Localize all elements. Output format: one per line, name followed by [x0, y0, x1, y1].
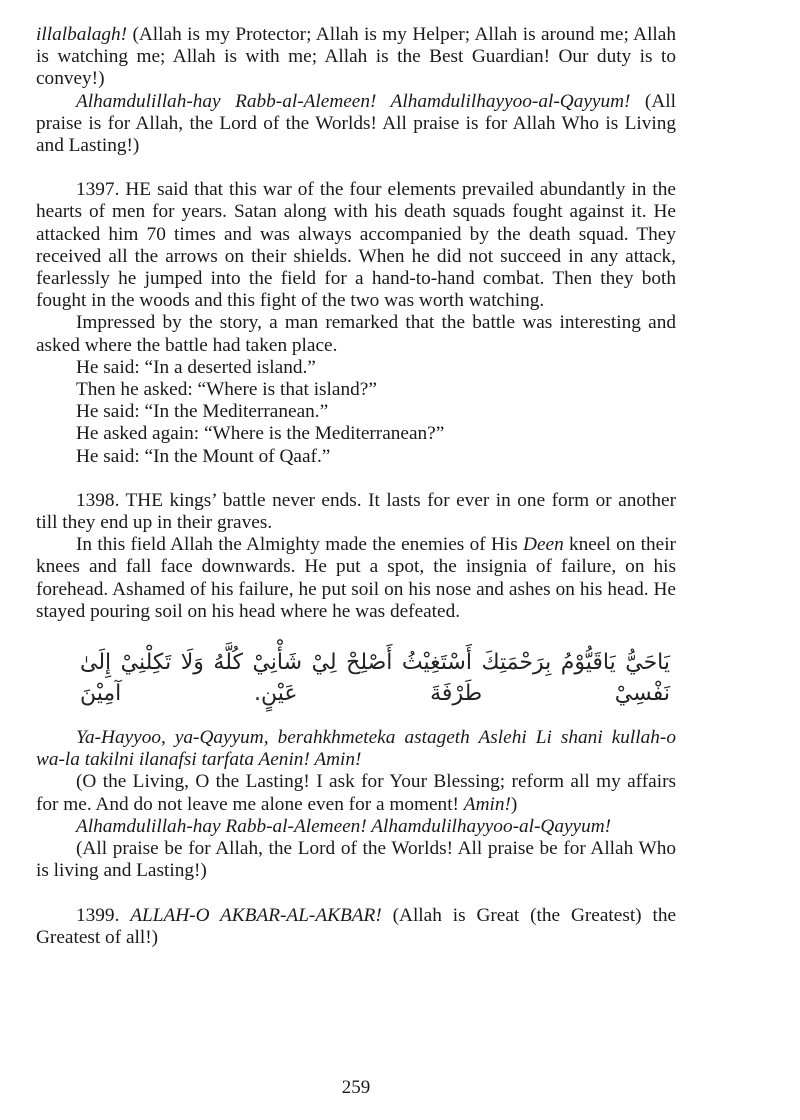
page-body: [36, 24, 676, 949]
translation: (O the Living, O the Lasting! I ask for Your Blessing; reform all my affairs for me. And do not leave me alone even for a moment! Amin!): [36, 771, 676, 815]
paragraph-1398: 1398. THE kings’ battle never ends. It lasts for ever in one form or another till they end up in their graves.: [36, 489, 676, 534]
transliteration: Ya-Hayyoo, ya-Qayyum, berahkhmeteka astageth Aslehi Li shani kullah-o wa-la takilni ilanafsi tarfata Aenin! Amin!: [36, 727, 676, 771]
paragraph-praise-2-translation: (All praise be for Allah, the Lord of the Worlds! All praise be for Allah Who is living and Lasting!): [36, 838, 676, 882]
paragraph-continuation: illalbalagh! (Allah is my Protector; Allah is my Helper; Allah is around me; Allah is watching me; Allah is with me; Allah is the Best Guardian! Our duty is to convey!): [36, 24, 676, 90]
paragraph-1399: 1399. ALLAH-O AKBAR-AL-AKBAR! (Allah is Great (the Greatest) the Greatest of all!): [36, 904, 677, 948]
paragraph-1397-question: Impressed by the story, a man remarked that the battle was interesting and asked where the battle had taken place.: [36, 312, 676, 356]
arabic-supplication: يَاحَيُّ يَاقَيُّوْمُ بِرَحْمَتِكَ أَسْتَغِيْثُ أَصْلِحْ لِيْ شَأْنِيْ كُلَّهُ وَلَا تَكِلْنِيْ إِلَىٰ نَفْسِيْ طَرْفَةَ عَيْنٍ. آمِيْنَ: [80, 650, 670, 707]
paragraph-1398-deen: In this field Allah the Almighty made the enemies of His Deen kneel on their knees and fall face downwards. He put a spot, the insignia of failure, on his forehead. Ashamed of his failure, he put soil on his nose and ashes on his head. He stayed pouring soil on his head where he was defeated.: [36, 534, 676, 622]
dialogue-line: He said: “In a deserted island.”: [76, 356, 316, 378]
paragraph-1397: 1397. HE said that this war of the four elements prevailed abundantly in the hearts of men for years. Satan along with his death squads fought against it. He attacked him 70 times and was always accompanied by the death squad. They received all the arrows on their shields. When he did not succeed in any attack, fearlessly he jumped into the field for a hand-to-hand combat. Then they both fought in the woods and this fight of the two was worth watching.: [36, 179, 676, 312]
paragraph-praise: Alhamdulillah-hay Rabb-al-Alemeen! Alhamdulilhayyoo-al-Qayyum! (All praise is for Allah, the Lord of the Worlds! All praise is for Allah Who is Living and Lasting!): [36, 90, 676, 157]
dialogue-line: He said: “In the Mount of Qaaf.”: [76, 445, 331, 467]
dialogue-line: He asked again: “Where is the Mediterranean?”: [76, 423, 445, 445]
dialogue-line: He said: “In the Mediterranean.”: [76, 401, 329, 423]
paragraph-praise-2: Alhamdulillah-hay Rabb-al-Alemeen! Alhamdulilhayyoo-al-Qayyum!: [76, 815, 612, 837]
dialogue-line: Then he asked: “Where is that island?”: [76, 379, 377, 401]
page-number: 259: [341, 1077, 371, 1098]
